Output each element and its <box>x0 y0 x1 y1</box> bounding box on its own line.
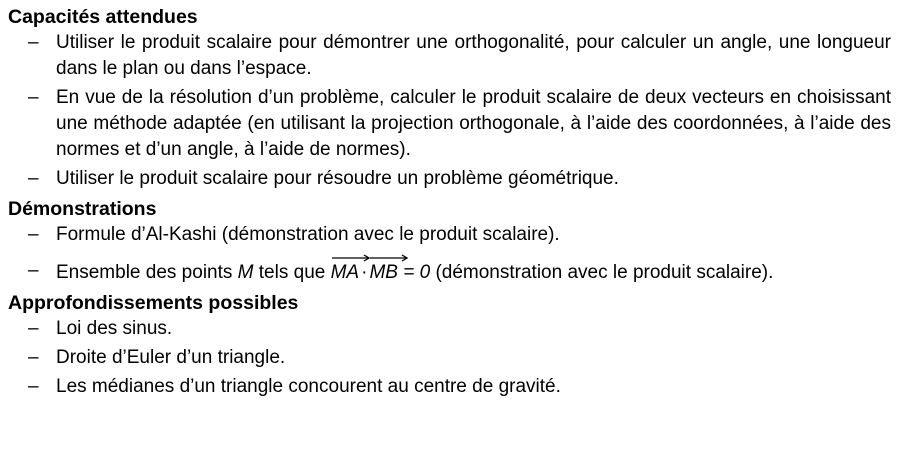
list-item <box>8 316 891 342</box>
bullet-dash: – <box>28 87 39 108</box>
list-item-text: Formule d’Al-Kashi (démonstration avec le produit scalaire). <box>56 224 560 245</box>
formula-before-text: Ensemble des points <box>56 262 238 283</box>
list-item-text: En vue de la résolution d’un problème, calculer le produit scalaire de deux vecteurs en choisissant une méthode adaptée (en utilisant la projection orthogonale, à l’aide des coordonnées, à l’aide des normes et d’un angle, à l’aide de normes). <box>56 87 891 160</box>
equals-zero: = 0 <box>397 262 431 283</box>
bullet-dash: – <box>28 376 39 397</box>
list-item-text: Loi des sinus. <box>56 318 173 339</box>
bullet-dash: – <box>28 347 39 368</box>
vector-ma-label: MA <box>330 262 360 283</box>
list-item-formula <box>8 254 891 286</box>
list-item-text: Utiliser le produit scalaire pour résoudre un problème géométrique. <box>56 168 619 189</box>
vector-mb-label: MB <box>369 262 398 283</box>
point-m: M <box>237 262 254 283</box>
dot-operator: · <box>361 262 368 283</box>
formula <box>331 262 436 283</box>
vector-arrow-icon <box>369 254 409 262</box>
bullet-dash: – <box>28 318 39 339</box>
list-item <box>8 374 891 400</box>
list-item <box>8 30 891 82</box>
vector-mb <box>369 258 398 286</box>
formula-middle-text: tels que <box>253 262 331 283</box>
list-approfondissements <box>8 316 891 400</box>
vector-arrow-icon <box>331 254 371 262</box>
formula-after-text: (démonstration avec le produit scalaire). <box>435 262 774 283</box>
section-title-capacites: Capacités attendues <box>8 6 198 28</box>
bullet-dash: – <box>28 260 39 281</box>
list-item <box>8 85 891 163</box>
list-item-text: Droite d’Euler d’un triangle. <box>56 347 286 368</box>
section-title-approfondissements: Approfondissements possibles <box>8 292 299 314</box>
list-item-text: Les médianes d’un triangle concourent au centre de gravité. <box>56 376 561 397</box>
list-item <box>8 345 891 371</box>
list-item-text: Utiliser le produit scalaire pour démontrer une orthogonalité, pour calculer un angle, une longueur dans le plan ou dans l’espace. <box>56 32 891 79</box>
list-item <box>8 166 891 192</box>
list-capacites <box>8 30 891 192</box>
bullet-dash: – <box>28 168 39 189</box>
bullet-dash: – <box>28 224 39 245</box>
bullet-dash: – <box>28 32 39 53</box>
section-title-demonstrations: Démonstrations <box>8 198 157 220</box>
list-item <box>8 222 891 248</box>
list-demonstrations <box>8 222 891 286</box>
vector-ma <box>331 258 360 286</box>
